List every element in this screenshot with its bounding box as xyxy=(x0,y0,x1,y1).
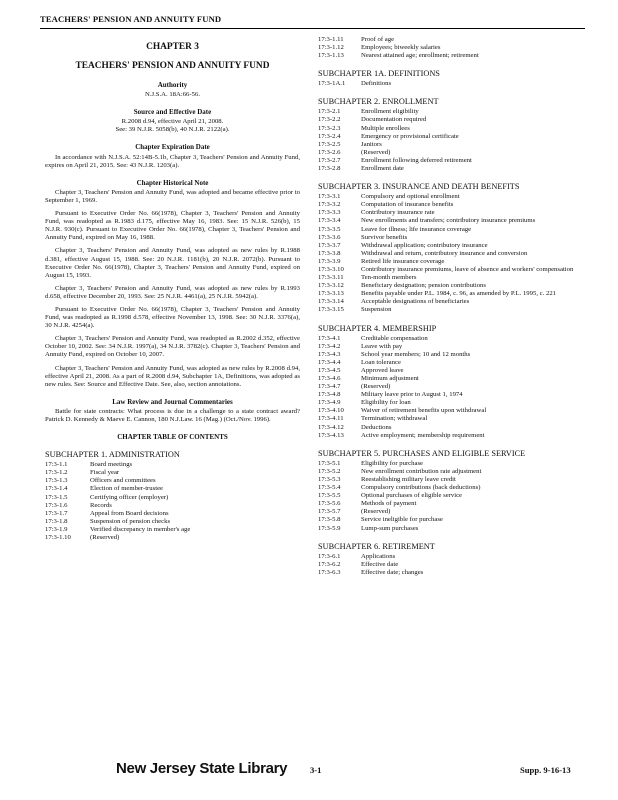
section-title: Beneficiary designation; pension contributions xyxy=(361,282,486,290)
subchapter-2-title: SUBCHAPTER 2. ENROLLMENT xyxy=(318,97,439,107)
section-number: 17:3-3.15 xyxy=(318,306,344,314)
toc-entry xyxy=(318,460,590,468)
toc-entry xyxy=(318,250,590,258)
chapter-title: TEACHERS' PENSION AND ANNUITY FUND xyxy=(75,61,270,71)
section-number: 17:3-1.3 xyxy=(45,477,68,485)
section-number: 17:3-4.13 xyxy=(318,431,344,439)
section-title: Loan tolerance xyxy=(361,358,401,366)
subchapter-1-list xyxy=(45,461,300,542)
section-number: 17:3-3.6 xyxy=(318,233,341,241)
toc-entry xyxy=(318,553,590,561)
section-title: Records xyxy=(90,501,112,509)
toc-entry xyxy=(318,508,590,516)
section-title: Leave with pay xyxy=(361,342,403,350)
section-number: 17:3-2.4 xyxy=(318,132,341,140)
section-number: 17:3-5.9 xyxy=(318,524,341,532)
toc-entry xyxy=(45,477,300,485)
toc-entry xyxy=(45,494,300,502)
section-title: Applications xyxy=(361,552,396,560)
section-title: Termination; withdrawal xyxy=(361,415,428,423)
toc-entry xyxy=(318,274,590,282)
section-title: (Reserved) xyxy=(361,148,391,156)
history-paragraph: Pursuant to Executive Order No. 66(1978), Chapter 3, Teachers' Pension and Annuity Fund, was readopted as R.1983 d.175, effective May 16, 1983. See: 15 N.J.R. 526(b), 15 N.J.R. 930(c). Pursuant to Executive Order No. 66(1978), Chapter 3, Teachers' Pension and Annuity Fund, expired on May 16, 1988. xyxy=(45,210,300,242)
history-paragraph: Chapter 3, Teachers' Pension and Annuity Fund, was adopted as new rules by R.1988 d.381, effective August 15, 1988. See: 20 N.J.R. 1181(b), 20 N.J.R. 2072(b). Pursuant to Executive Order No. 66(1978), Chapter 3, Teachers' Pension and Annuity Fund, expired on August 15, 1993. xyxy=(45,247,300,279)
section-title: Suspension xyxy=(361,306,392,314)
section-number: 17:3-3.10 xyxy=(318,265,344,273)
subchapter-1a-title: SUBCHAPTER 1A. DEFINITIONS xyxy=(318,69,440,79)
section-number: 17:3-5.4 xyxy=(318,484,341,492)
source-line-2: See: 39 N.J.R. 5058(b), 40 N.J.R. 2122(a). xyxy=(115,126,230,134)
toc-entry xyxy=(318,157,590,165)
law-review-text: Battle for state contracts: What process is due in a challenge to a state contract award? Patrick D. Kennedy & Maeve E. Cannon, 180 N.J.Law. 16 (Mag.) (Oct./Nov. 1996). xyxy=(45,407,300,423)
section-title: Benefits payable under P.L. 1984, c. 96, as amended by P.L. 1995, c. 221 xyxy=(361,290,557,298)
source-heading: Source and Effective Date xyxy=(133,108,212,117)
section-title: New enrollment contribution rate adjustment xyxy=(361,467,482,475)
toc-entry xyxy=(45,461,300,469)
section-number: 17:3-4.9 xyxy=(318,399,341,407)
toc-entry xyxy=(318,432,590,440)
subchapter-6-list xyxy=(318,553,590,577)
page-number: 3-1 xyxy=(310,765,322,775)
section-title: Methods of payment xyxy=(361,500,417,508)
section-number: 17:3-1.6 xyxy=(45,501,68,509)
toc-entry xyxy=(318,492,590,500)
subchapter-5-list xyxy=(318,460,590,533)
section-title: Approved leave xyxy=(361,366,404,374)
section-title: Certifying officer (employer) xyxy=(90,493,169,501)
running-header: TEACHERS' PENSION AND ANNUITY FUND xyxy=(40,14,222,24)
toc-entry xyxy=(318,217,590,225)
chapter-label: CHAPTER 3 xyxy=(146,42,199,52)
subchapter-1-title: SUBCHAPTER 1. ADMINISTRATION xyxy=(45,450,180,460)
toc-entry xyxy=(318,306,590,314)
section-title: Leave for illness; life insurance coverage xyxy=(361,225,472,233)
section-title: Computation of insurance benefits xyxy=(361,201,454,209)
section-number: 17:3-1.5 xyxy=(45,493,68,501)
toc-entry xyxy=(318,359,590,367)
section-number: 17:3-1.2 xyxy=(45,469,68,477)
section-title: Military leave prior to August 1, 1974 xyxy=(361,391,463,399)
toc-entry xyxy=(45,526,300,534)
section-number: 17:3-4.11 xyxy=(318,415,344,423)
toc-heading: CHAPTER TABLE OF CONTENTS xyxy=(117,433,228,442)
section-title: Creditable compensation xyxy=(361,334,428,342)
toc-entry xyxy=(318,165,590,173)
section-number: 17:3-5.5 xyxy=(318,492,341,500)
section-title: Definitions xyxy=(361,80,392,88)
section-title: Optional purchases of eligible service xyxy=(361,492,463,500)
toc-entry xyxy=(318,516,590,524)
section-number: 17:3-4.2 xyxy=(318,342,341,350)
section-title: Enrollment eligibility xyxy=(361,108,419,116)
toc-entry xyxy=(318,561,590,569)
section-number: 17:3-4.5 xyxy=(318,366,341,374)
toc-entry xyxy=(318,44,590,52)
section-number: 17:3-1.10 xyxy=(45,534,71,542)
section-number: 17:3-1.8 xyxy=(45,517,68,525)
section-title: Documentation required xyxy=(361,116,427,124)
section-title: Proof of age xyxy=(361,36,395,43)
section-number: 17:3-2.5 xyxy=(318,140,341,148)
section-title: Compulsory and optional enrollment xyxy=(361,193,460,201)
toc-entry xyxy=(318,80,590,88)
section-number: 17:3-2.3 xyxy=(318,124,341,132)
toc-entry xyxy=(318,108,590,116)
toc-entry xyxy=(45,534,300,542)
toc-entry xyxy=(318,500,590,508)
section-title: Service ineligible for purchase xyxy=(361,516,443,524)
section-number: 17:3-3.12 xyxy=(318,282,344,290)
section-number: 17:3-3.1 xyxy=(318,193,341,201)
source-line-1: R.2008 d.94, effective April 21, 2008. xyxy=(121,118,224,126)
toc-entry xyxy=(318,391,590,399)
section-title: Acceptable designations of beneficiaries xyxy=(361,298,470,306)
section-number: 17:3-4.1 xyxy=(318,334,341,342)
section-number: 17:3-3.13 xyxy=(318,290,344,298)
section-number: 17:3-5.8 xyxy=(318,516,341,524)
section-number: 17:3-1.11 xyxy=(318,36,344,43)
toc-entry xyxy=(318,141,590,149)
section-number: 17:3-3.4 xyxy=(318,217,341,225)
section-number: 17:3-4.10 xyxy=(318,407,344,415)
header-rule xyxy=(40,28,585,29)
section-title: Retired life insurance coverage xyxy=(361,257,445,265)
section-title: Janitors xyxy=(361,140,382,148)
section-title: Employees; biweekly salaries xyxy=(361,44,441,52)
toc-entry xyxy=(318,133,590,141)
toc-entry xyxy=(318,242,590,250)
section-title: Eligibility for purchase xyxy=(361,459,424,467)
toc-entry xyxy=(318,116,590,124)
section-number: 17:3-1.1 xyxy=(45,461,68,469)
subchapter-1-continued-list xyxy=(318,36,590,60)
section-title: (Reserved) xyxy=(90,534,120,542)
section-number: 17:3-5.2 xyxy=(318,467,341,475)
section-title: Board meetings xyxy=(90,461,133,469)
section-title: Withdrawal application; contributory insurance xyxy=(361,241,488,249)
toc-entry xyxy=(318,125,590,133)
section-number: 17:3-3.5 xyxy=(318,225,341,233)
section-title: Fiscal year xyxy=(90,469,120,477)
section-number: 17:3-1A.1 xyxy=(318,80,346,88)
section-number: 17:3-4.12 xyxy=(318,423,344,431)
section-title: Contributory insurance rate xyxy=(361,209,435,217)
toc-entry xyxy=(318,149,590,157)
section-title: Suspension of pension checks xyxy=(90,517,171,525)
section-number: 17:3-2.8 xyxy=(318,165,341,173)
section-number: 17:3-5.6 xyxy=(318,500,341,508)
library-stamp: New Jersey State Library xyxy=(116,760,288,777)
authority-text: N.J.S.A. 18A:66-56. xyxy=(145,91,200,99)
toc-entry xyxy=(318,383,590,391)
section-title: Election of member-trustee xyxy=(90,485,164,493)
toc-entry xyxy=(318,36,590,44)
toc-entry xyxy=(318,226,590,234)
section-number: 17:3-6.2 xyxy=(318,560,341,568)
section-number: 17:3-6.3 xyxy=(318,568,341,576)
section-number: 17:3-4.3 xyxy=(318,350,341,358)
section-number: 17:3-3.8 xyxy=(318,249,341,257)
section-number: 17:3-3.2 xyxy=(318,201,341,209)
section-number: 17:3-4.6 xyxy=(318,375,341,382)
toc-entry xyxy=(318,52,590,60)
section-number: 17:3-3.7 xyxy=(318,241,341,249)
subchapter-6-title: SUBCHAPTER 6. RETIREMENT xyxy=(318,541,435,551)
section-title: Compulsory contributions (back deductions) xyxy=(361,484,481,492)
toc-entry xyxy=(318,209,590,217)
section-title: Effective date; changes xyxy=(361,568,424,576)
supplement-date: Supp. 9-16-13 xyxy=(520,765,571,775)
section-number: 17:3-3.3 xyxy=(318,209,341,217)
toc-entry xyxy=(318,476,590,484)
subchapter-5-title: SUBCHAPTER 5. PURCHASES AND ELIGIBLE SERVICE xyxy=(318,448,526,458)
section-number: 17:3-4.4 xyxy=(318,358,341,366)
left-column xyxy=(45,36,300,542)
section-number: 17:3-1.12 xyxy=(318,44,344,52)
section-number: 17:3-1.13 xyxy=(318,52,344,60)
section-title: Ten-month members xyxy=(361,274,417,282)
section-number: 17:3-5.7 xyxy=(318,508,341,516)
section-number: 17:3-2.1 xyxy=(318,108,341,116)
toc-entry xyxy=(318,484,590,492)
toc-entry xyxy=(318,525,590,533)
section-title: Withdrawal and return, contributory insurance and conversion xyxy=(361,249,528,257)
toc-entry xyxy=(318,234,590,242)
history-paragraph: Chapter 3, Teachers' Pension and Annuity Fund, was readopted as R.2002 d.352, effective October 10, 2002. See: 34 N.J.R. 1997(a), 34 N.J.R. 3782(c). Chapter 3, Teachers' Pension and Annuity Fund, expired on October 10, 2007. xyxy=(45,335,300,359)
toc-entry xyxy=(45,485,300,493)
section-title: Minimum adjustment xyxy=(361,375,419,382)
toc-entry xyxy=(318,569,590,577)
toc-entry xyxy=(45,502,300,510)
toc-entry xyxy=(318,258,590,266)
toc-entry xyxy=(318,415,590,423)
section-title: New enrollments and transfers; contributory insurance premiums xyxy=(361,217,536,225)
toc-entry xyxy=(318,193,590,201)
section-title: Eligibility for loan xyxy=(361,399,411,407)
toc-entry xyxy=(318,351,590,359)
history-paragraph: Pursuant to Executive Order No. 66(1978), Chapter 3, Teachers' Pension and Annuity Fund, was readopted as R.1998 d.578, effective November 13, 1998. See: 30 N.J.R. 3376(a), 30 N.J.R. 4254(a). xyxy=(45,305,300,330)
history-paragraph: Chapter 3, Teachers' Pension and Annuity Fund, was adopted as new rules by R.2008 d.94, effective April 21, 2008. As a part of R.2008 d.94, Subchapter 1A, Definitions, was adopted as new rules. See: Source and Effective Date. See, also, section annotations. xyxy=(45,364,300,388)
section-title: School year members; 10 and 12 months xyxy=(361,350,471,358)
right-column xyxy=(318,36,590,577)
section-title: Active employment; membership requirement xyxy=(361,431,485,439)
section-number: 17:3-1.9 xyxy=(45,525,68,533)
section-number: 17:3-1.4 xyxy=(45,485,68,493)
section-title: Survivor benefits xyxy=(361,233,408,241)
toc-entry xyxy=(318,282,590,290)
toc-entry xyxy=(45,469,300,477)
section-title: (Reserved) xyxy=(361,508,391,516)
section-title: Multiple enrollees xyxy=(361,124,410,132)
section-title: Enrollment following deferred retirement xyxy=(361,156,472,164)
toc-entry xyxy=(318,201,590,209)
subchapter-1a-list xyxy=(318,80,590,88)
toc-entry xyxy=(318,290,590,298)
toc-entry xyxy=(318,399,590,407)
toc-entry xyxy=(318,375,590,383)
toc-entry xyxy=(318,335,590,343)
subchapter-4-title: SUBCHAPTER 4. MEMBERSHIP xyxy=(318,323,437,333)
toc-entry xyxy=(318,343,590,351)
section-number: 17:3-2.2 xyxy=(318,116,341,124)
toc-entry xyxy=(318,266,590,274)
expiration-text: In accordance with N.J.S.A. 52:14B-5.1b, Chapter 3, Teachers' Pension and Annuity Fund, expires on April 21, 2015. See: 43 N.J.R. 1203(a). xyxy=(45,153,300,169)
subchapter-4-list xyxy=(318,335,590,440)
section-title: Verified discrepancy in member's age xyxy=(90,525,191,533)
section-title: Reestablishing military leave credit xyxy=(361,475,456,483)
toc-entry xyxy=(318,367,590,375)
section-title: Officers and committees xyxy=(90,477,156,485)
history-heading: Chapter Historical Note xyxy=(136,178,209,187)
section-title: Emergency or provisional certificate xyxy=(361,132,459,140)
subchapter-3-list xyxy=(318,193,590,314)
subchapter-2-list xyxy=(318,108,590,173)
section-number: 17:3-4.7 xyxy=(318,383,341,391)
section-number: 17:3-2.7 xyxy=(318,156,341,164)
law-review-heading: Law Review and Journal Commentaries xyxy=(112,397,233,406)
section-title: Contributory insurance premiums, leave of absence and workers' compensation xyxy=(361,265,574,273)
section-title: Waiver of retirement benefits upon withdrawal xyxy=(361,407,487,415)
section-title: Enrollment date xyxy=(361,165,404,173)
section-number: 17:3-3.11 xyxy=(318,274,344,282)
section-title: Appeal from Board decisions xyxy=(90,509,169,517)
toc-entry xyxy=(45,518,300,526)
toc-entry xyxy=(318,468,590,476)
toc-entry xyxy=(318,298,590,306)
section-number: 17:3-5.1 xyxy=(318,459,341,467)
section-number: 17:3-6.1 xyxy=(318,552,341,560)
authority-heading: Authority xyxy=(157,81,188,89)
section-title: Deductions xyxy=(361,423,392,431)
section-number: 17:3-4.8 xyxy=(318,391,341,399)
toc-entry xyxy=(45,510,300,518)
page-footer xyxy=(0,760,618,784)
history-paragraph: Chapter 3, Teachers' Pension and Annuity Fund, was adopted and became effective prior to September 1, 1969. xyxy=(45,188,300,204)
section-number: 17:3-2.6 xyxy=(318,148,341,156)
section-number: 17:3-3.14 xyxy=(318,298,344,306)
subchapter-3-title: SUBCHAPTER 3. INSURANCE AND DEATH BENEFITS xyxy=(318,182,520,192)
section-number: 17:3-1.7 xyxy=(45,509,68,517)
section-title: Effective date xyxy=(361,560,399,568)
toc-entry xyxy=(318,407,590,415)
section-title: Lump-sum purchases xyxy=(361,524,419,532)
history-paragraph: Chapter 3, Teachers' Pension and Annuity Fund, was adopted as new rules by R.1993 d.658, effective December 20, 1993. See: 25 N.J.R. 4461(a), 25 N.J.R. 5942(a). xyxy=(45,284,300,300)
toc-entry xyxy=(318,424,590,432)
section-title: Nearest attained age; enrollment; retirement xyxy=(361,52,479,60)
section-number: 17:3-3.9 xyxy=(318,257,341,265)
expiration-heading: Chapter Expiration Date xyxy=(135,143,210,152)
section-title: (Reserved) xyxy=(361,383,391,391)
section-number: 17:3-5.3 xyxy=(318,475,341,483)
